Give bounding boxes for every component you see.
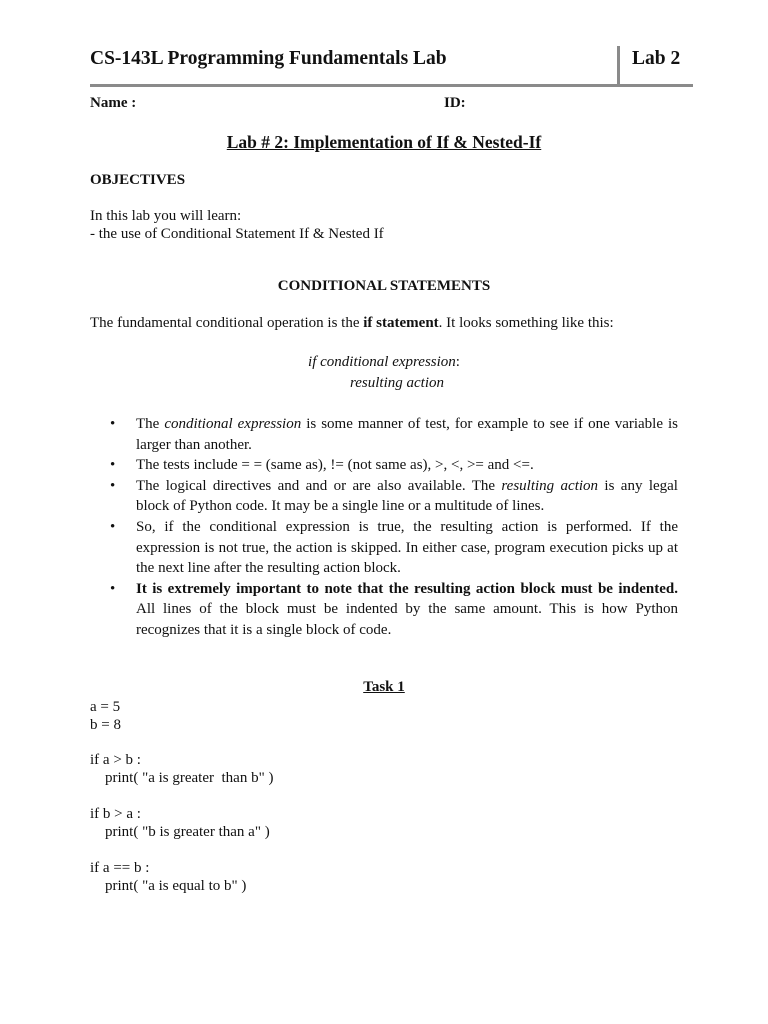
objectives-intro: In this lab you will learn: xyxy=(90,208,242,224)
para-bold: if statement xyxy=(363,315,439,331)
bullet-italic: conditional expression xyxy=(164,416,302,432)
code-line: b = 8 xyxy=(90,717,121,733)
syntax-colon: : xyxy=(455,354,460,370)
bullet-item xyxy=(90,414,678,455)
bullet-text: The logical directives and and or are also available. The xyxy=(136,477,502,494)
lab-number: Lab 2 xyxy=(632,48,681,69)
header-divider xyxy=(617,46,620,84)
bullet-marker: • xyxy=(110,580,116,597)
syntax-line-2: resulting action xyxy=(349,375,445,391)
bullet-marker: • xyxy=(110,477,116,494)
para-text-end: . It looks something like this: xyxy=(438,315,614,331)
bullet-bold: It is extremely important to note that the resulting action block must be indented. xyxy=(136,580,678,597)
bullet-text: All lines of the block must be indented by the same amount. This is how Python recognizes that it is a single block of code. xyxy=(136,601,678,638)
code-line: a = 5 xyxy=(90,699,121,715)
bullet-item xyxy=(90,455,678,476)
bullet-item xyxy=(90,579,678,641)
bullet-text: is some manner of test, for example to see if one variable is larger than another. xyxy=(136,416,678,453)
task-heading: Task 1 xyxy=(363,679,405,695)
conditional-paragraph xyxy=(90,314,614,332)
name-label: Name : xyxy=(90,95,137,111)
bullet-italic: resulting action xyxy=(501,477,599,494)
bullet-text: So, if the conditional expression is true, the resulting action is performed. If the expression is not true, the action is skipped. In either case, program execution picks up at the next line after the resulting action block. xyxy=(136,518,678,577)
bullet-list xyxy=(90,414,678,641)
objectives-item: - the use of Conditional Statement If & Nested If xyxy=(90,226,384,242)
bullet-marker: • xyxy=(110,518,116,535)
course-title: CS-143L Programming Fundamentals Lab xyxy=(90,48,447,69)
syntax-line-1 xyxy=(90,354,678,371)
id-label: ID: xyxy=(444,95,466,111)
bullet-marker: • xyxy=(110,416,116,432)
bullet-item xyxy=(90,517,678,579)
code-line: print( "a is equal to b" ) xyxy=(90,878,247,894)
bullet-item xyxy=(90,476,678,517)
page-header xyxy=(90,44,693,87)
bullet-text: The tests include = = (same as), != (not same as), >, <, >= and <=. xyxy=(136,457,534,474)
bullet-text: is any legal block of Python code. It may be a single line or a multitude of lines. xyxy=(136,477,678,515)
para-text: The fundamental conditional operation is the xyxy=(90,315,364,331)
bullet-marker: • xyxy=(110,457,116,474)
code-line: print( "b is greater than a" ) xyxy=(90,824,270,840)
code-line: print( "a is greater than b" ) xyxy=(90,770,274,786)
bullet-text: The xyxy=(136,416,165,432)
code-line: if a == b : xyxy=(90,860,150,876)
code-line: if a > b : xyxy=(90,752,141,768)
code-line: if b > a : xyxy=(90,806,141,822)
document-title: Lab # 2: Implementation of If & Nested-If xyxy=(226,132,542,152)
objectives-heading: OBJECTIVES xyxy=(90,172,186,188)
conditional-heading: CONDITIONAL STATEMENTS xyxy=(277,278,491,294)
syntax-expression: if conditional expression xyxy=(308,354,456,370)
